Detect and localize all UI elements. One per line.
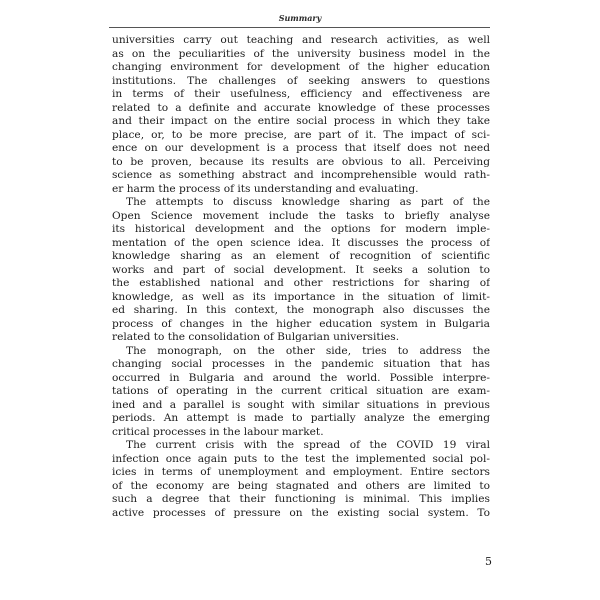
text-line: icies in terms of unemployment and employment. Entire sectors (112, 466, 490, 478)
text-line: knowledge, as well as its importance in the situation of limit- (112, 290, 490, 303)
paragraph (112, 196, 490, 345)
text-line: works and part of social development. It seeks a solution to (112, 263, 490, 276)
text-line: such a degree that their functioning is minimal. This implies (112, 493, 490, 505)
text-line: process of changes in the higher education system in Bulgaria (112, 317, 490, 330)
text-line: institutions. The challenges of seeking answers to questions (112, 74, 490, 87)
text-line: ence on our development is a process that itself does not need (112, 142, 490, 154)
text-line: science as something abstract and incomprehensible would rath- (112, 169, 490, 181)
text-line: as on the peculiarities of the university business model in the (112, 47, 490, 60)
header-rule (109, 27, 490, 28)
text-line: place, or, to be more precise, are part of it. The impact of sci- (112, 128, 490, 141)
text-line: er harm the process of its understanding and evaluating. (112, 182, 419, 195)
text-line: critical processes in the labour market. (112, 425, 324, 438)
text-line: active processes of pressure on the existing social system. To (112, 506, 490, 519)
text-line: and their impact on the entire social process in which they take (112, 115, 490, 127)
text-line: ined and a parallel is sought with similar situations in previous (112, 398, 490, 411)
text-line: changing environment for development of the higher education (112, 61, 490, 73)
text-line: tations of operating in the current critical situation are exam- (112, 385, 490, 397)
text-line: universities carry out teaching and research activities, as well (112, 34, 490, 46)
text-line: the established national and other restrictions for sharing of (112, 277, 490, 289)
text-line: infection once again puts to the test the implemented social pol- (112, 452, 490, 465)
running-head: Summary (278, 13, 322, 23)
text-line: periods. An attempt is made to partially analyze the emerging (112, 412, 490, 424)
text-line: to be proven, because its results are obvious to all. Perceiving (112, 155, 490, 168)
paragraph (112, 345, 490, 440)
text-line: mentation of the open science idea. It discusses the process of (112, 236, 490, 249)
text-line: knowledge sharing as an element of recognition of scientific (112, 250, 490, 262)
text-line: its historical development and the options for modern imple- (112, 223, 490, 235)
text-line: The monograph, on the other side, tries to address the (126, 344, 490, 357)
text-line: in terms of their usefulness, efficiency and effectiveness are (112, 88, 490, 100)
paragraph (112, 439, 490, 520)
body-text (112, 34, 490, 520)
text-line: related to a definite and accurate knowledge of these processes (112, 101, 490, 114)
text-line: Open Science movement include the tasks to briefly analyse (112, 209, 490, 222)
text-line: ed sharing. In this context, the monograph also discusses the (112, 304, 490, 316)
paragraph (112, 34, 490, 196)
text-line: changing social processes in the pandemic situation that has (112, 358, 490, 370)
text-line: occurred in Bulgaria and around the world. Possible interpre- (112, 371, 490, 384)
page-number: 5 (485, 555, 492, 568)
text-line: related to the consolidation of Bulgarian universities. (112, 331, 400, 343)
text-line: The current crisis with the spread of the COVID 19 viral (126, 439, 490, 451)
text-line: The attempts to discuss knowledge sharing as part of the (126, 196, 490, 208)
text-line: of the economy are being stagnated and others are limited to (112, 479, 490, 492)
